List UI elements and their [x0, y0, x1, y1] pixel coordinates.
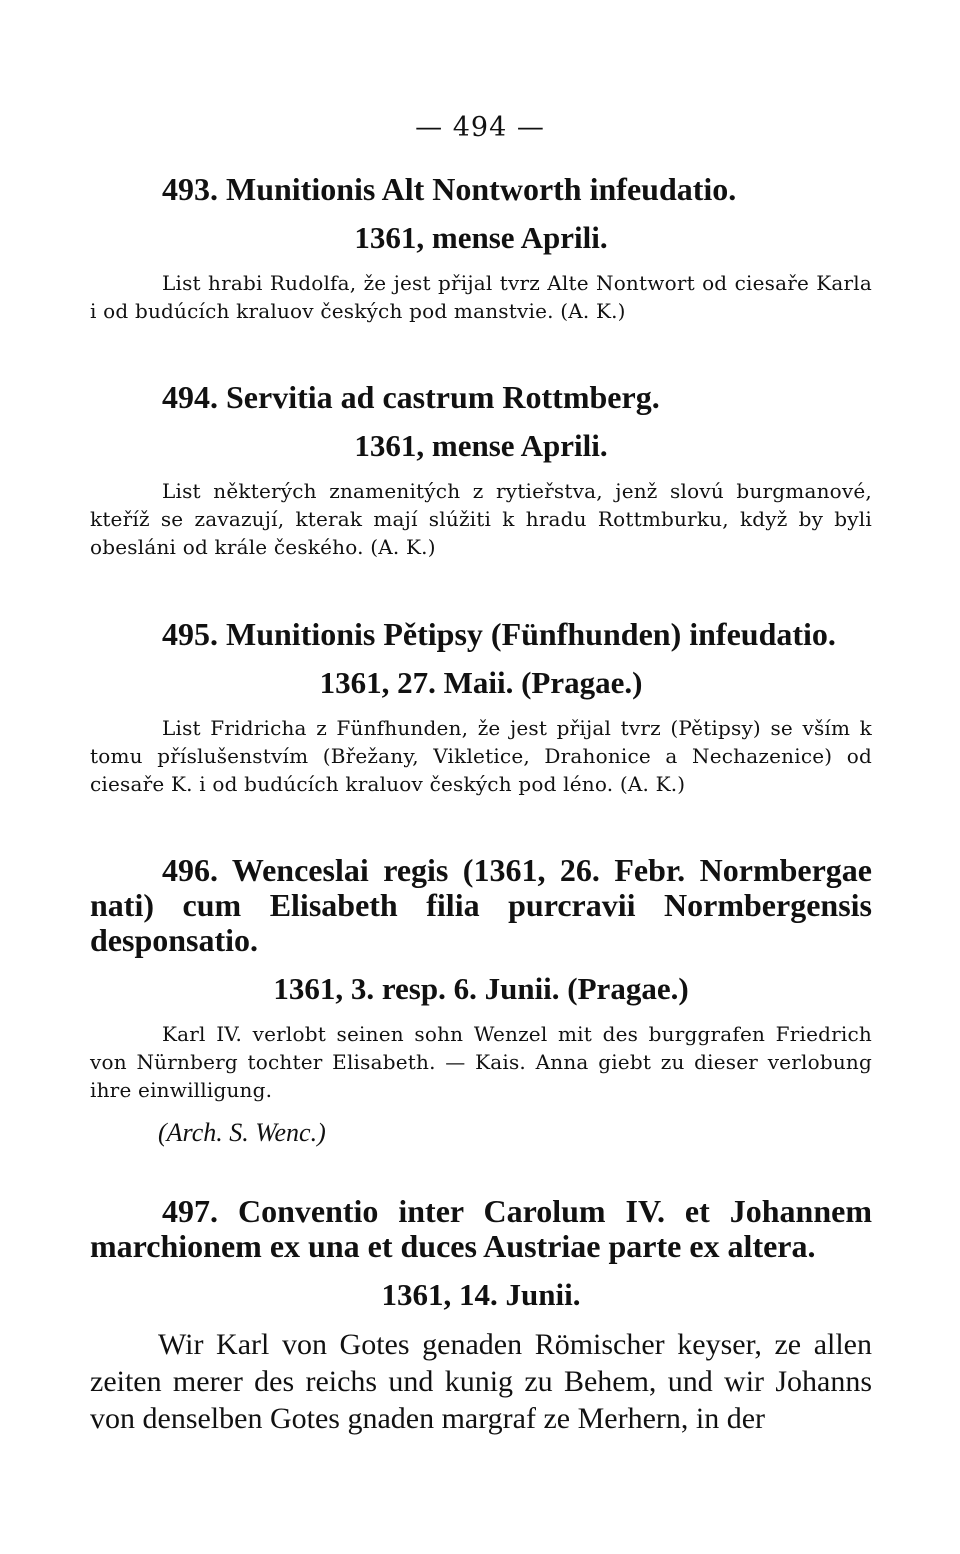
entry-summary: List Fridricha z Fünfhunden, že jest přijal tvrz (Pětipsy) se vším k tomu příslušenstvím (Břežany, Vikletice, Drahonice a Nechazenice) od ciesaře K. i od budúcích kraluov českých pod léno. (A. K.): [90, 716, 872, 796]
entry-date: 1361, mense Aprili.: [354, 220, 608, 255]
entry-summary: List některých znamenitých z rytieřstva, jenž slovú burgmanové, kteříž se zavazují, kterak mají slúžiti k hradu Rottmburku, když by byli obesláni od krále českého. (A. K.): [90, 479, 872, 559]
entry-497: [90, 1194, 872, 1437]
entry-heading: 493. Munitionis Alt Nontworth infeudatio.: [162, 171, 737, 207]
page-number: — 494 —: [415, 112, 545, 143]
entry-496: [90, 853, 872, 1148]
entry-493: [90, 172, 872, 325]
entry-heading: 496. Wenceslai regis (1361, 26. Febr. Normbergae nati) cum Elisabeth filia purcravii Normbergensis desponsatio.: [90, 852, 872, 958]
entry-summary: List hrabi Rudolfa, že jest přijal tvrz Alte Nontwort od ciesaře Karla i od budúcích kraluov českých pod manstvie. (A. K.): [90, 271, 872, 323]
entry-summary: Karl IV. verlobt seinen sohn Wenzel mit des burggrafen Friedrich von Nürnberg tochter Elisabeth. — Kais. Anna giebt zu dieser verlobung ihre einwilligung.: [90, 1022, 872, 1102]
entry-494: [90, 380, 872, 561]
entry-495: [90, 617, 872, 798]
entry-body: Wir Karl von Gotes genaden Römischer keyser, ze allen zeiten merer des reichs und kunig zu Behem, und wir Johanns von denselben Gotes gnaden margraf ze Merhern, in der: [90, 1328, 872, 1435]
entry-date: 1361, 14. Junii.: [381, 1277, 581, 1312]
entry-date: 1361, mense Aprili.: [354, 428, 608, 463]
entry-heading: 497. Conventio inter Carolum IV. et Johannem marchionem ex una et duces Austriae parte ex altera.: [90, 1193, 872, 1264]
entry-date: 1361, 27. Maii. (Pragae.): [319, 665, 643, 700]
entry-date: 1361, 3. resp. 6. Junii. (Pragae.): [273, 971, 689, 1006]
entry-source: (Arch. S. Wenc.): [158, 1118, 326, 1147]
entry-heading: 495. Munitionis Pětipsy (Fünfhunden) infeudatio.: [162, 616, 836, 652]
entry-heading: 494. Servitia ad castrum Rottmberg.: [162, 379, 660, 415]
